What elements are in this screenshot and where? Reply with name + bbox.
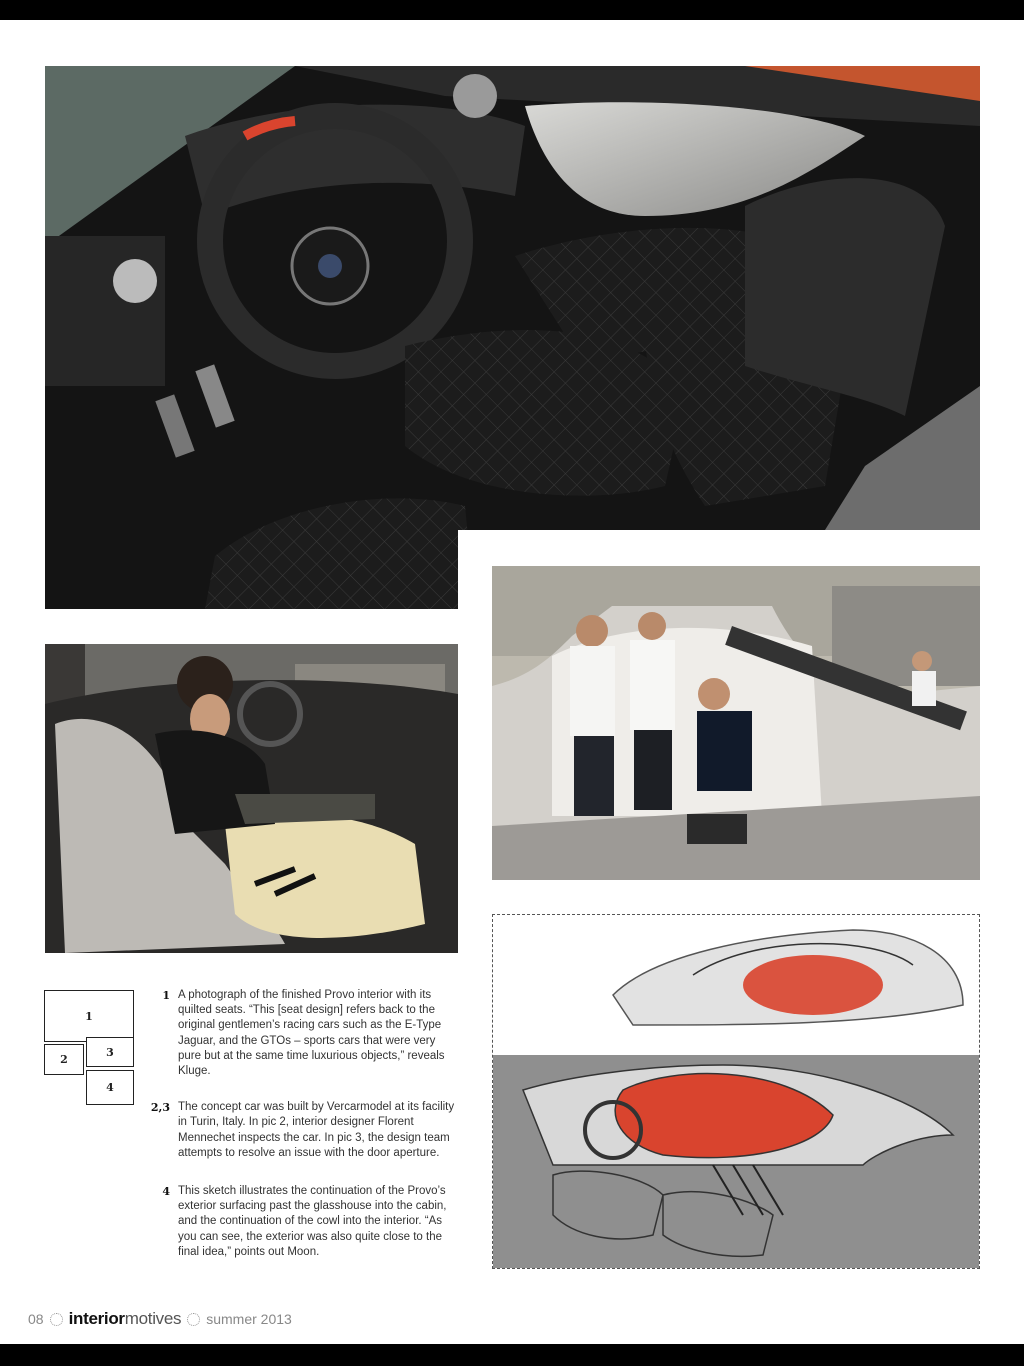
dotted-circle-icon <box>50 1313 63 1326</box>
caption-number: 2,3 <box>150 1101 170 1115</box>
layout-key-4 <box>86 1070 134 1105</box>
caption-4 <box>148 1184 460 1260</box>
team-photo-graphic <box>492 566 980 880</box>
top-black-bar <box>0 0 1024 20</box>
caption-text: The concept car was built by Vercarmodel at its facility in Turin, Italy. In pic 2, interior designer Florent Mennechet inspects the car. In pic 3, the design team attempts to resolve an issue with the door aperture. <box>178 1101 455 1159</box>
caption-text: This sketch illustrates the continuation of the Provo’s exterior surfacing past the glasshouse into the cabin, and the continuation of the cowl into the interior. “As you can see, the exterior was also quite close to the final idea,” points out Moon. <box>178 1185 447 1258</box>
caption-number: 4 <box>162 1185 170 1199</box>
magazine-title <box>69 1309 182 1329</box>
dotted-circle-icon <box>187 1313 200 1326</box>
bottom-black-bar <box>0 1344 1024 1366</box>
layout-key-2-label: 2 <box>60 1053 68 1066</box>
layout-key-3-label: 3 <box>106 1045 114 1059</box>
magazine-title-light: motives <box>124 1309 182 1328</box>
photo-1-finished-interior <box>45 66 980 609</box>
caption-1 <box>148 988 460 1079</box>
caption-2-3 <box>148 1100 460 1161</box>
interior-photo-graphic <box>45 66 980 609</box>
designer-photo-graphic <box>45 644 458 953</box>
photo-2-designer-inspection <box>45 644 458 953</box>
caption-text: A photograph of the finished Provo interior with its quilted seats. “This [seat design] refers back to the original gentlemen’s racing cars such as the E-Type Jaguar, and the GTOs – sports cars that were very pure but at the same time luxurious objects,” reveals Kluge. <box>178 989 445 1078</box>
page-footer <box>28 1309 292 1329</box>
layout-key-1-label: 1 <box>85 1009 93 1023</box>
layout-key-2 <box>44 1044 84 1075</box>
layout-key-1 <box>44 990 134 1042</box>
photo-3-design-team <box>492 566 980 880</box>
issue-label: summer 2013 <box>206 1311 292 1327</box>
magazine-title-bold: interior <box>68 1309 125 1328</box>
caption-number: 1 <box>162 989 170 1002</box>
photo-4-sketch <box>492 914 980 1269</box>
layout-key-4-label: 4 <box>106 1081 114 1094</box>
page-number: 08 <box>28 1311 44 1327</box>
captions <box>148 988 460 1260</box>
layout-key-3 <box>86 1037 134 1067</box>
sketch-graphic <box>493 915 979 1268</box>
